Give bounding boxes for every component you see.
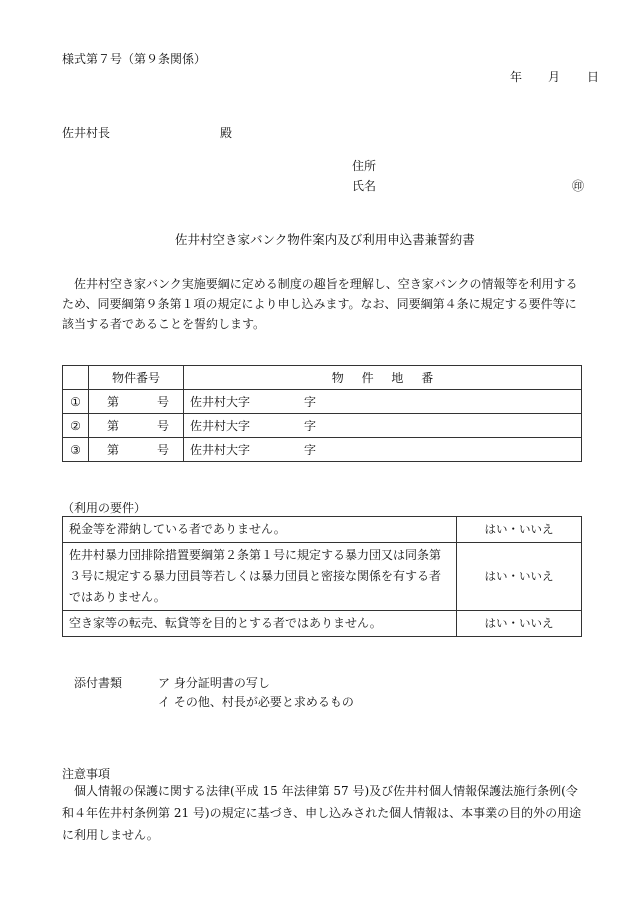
name-label: 氏名 — [352, 179, 377, 193]
number-prefix: 第 — [107, 395, 120, 409]
location-suffix: 字 — [304, 443, 317, 457]
number-prefix: 第 — [107, 443, 120, 457]
requirement-row — [63, 611, 582, 637]
requirement-answer[interactable]: はい・いいえ — [457, 543, 582, 611]
requirement-answer[interactable]: はい・いいえ — [457, 517, 582, 543]
attachment-item: イ その他、村長が必要と求めるもの — [158, 695, 354, 709]
recipient-name: 佐井村長 — [62, 126, 111, 140]
intro-paragraph: 佐井村空き家バンク実施要綱に定める制度の趣旨を理解し、空き家バンクの情報等を利用するため、同要綱第９条第１項の規定により申し込みます。なお、同要綱第４条に規定する要件等に該当する者であることを誓約します。 — [62, 277, 578, 331]
requirements-table — [62, 516, 582, 637]
requirement-answer[interactable]: はい・いいえ — [457, 611, 582, 637]
requirement-text: 税金等を滞納している者でありません。 — [63, 517, 457, 543]
property-row — [63, 438, 582, 462]
header-blank — [63, 366, 89, 390]
date-day: 日 — [587, 70, 600, 84]
property-table — [62, 365, 582, 462]
date-year: 年 — [510, 70, 523, 84]
row-mark: ③ — [63, 438, 89, 462]
row-mark: ② — [63, 414, 89, 438]
property-header-row — [63, 366, 582, 390]
property-row — [63, 414, 582, 438]
notes-text: 個人情報の保護に関する法律(平成 15 年法律第 57 号)及び佐井村個人情報保護法施行条例(令和４年佐井村条例第 21 号)の規定に基づき、申し込みされた個人情報は、本事業の目的外の用途に利用しません。 — [62, 784, 582, 842]
requirements-label: （利用の要件） — [62, 501, 147, 515]
address-label: 住所 — [352, 159, 377, 173]
location-prefix: 佐井村大字 — [190, 443, 251, 457]
requirement-text: 佐井村暴力団排除措置要綱第２条第１号に規定する暴力団又は同条第３号に規定する暴力団員等若しくは暴力団員と密接な関係を有する者ではありません。 — [63, 543, 457, 611]
location-prefix: 佐井村大字 — [190, 419, 251, 433]
header-property-number: 物件番号 — [89, 366, 184, 390]
property-row — [63, 390, 582, 414]
attachments-label: 添付書類 — [74, 676, 123, 690]
attachment-item: ア 身分証明書の写し — [158, 676, 270, 690]
header-property-location: 物 件 地 番 — [184, 366, 582, 390]
form-label: 様式第７号（第９条関係） — [62, 52, 207, 66]
requirement-row — [63, 543, 582, 611]
location-suffix: 字 — [304, 395, 317, 409]
requirement-text: 空き家等の転売、転貸等を目的とする者ではありません。 — [63, 611, 457, 637]
seal-mark: ㊞ — [572, 179, 585, 193]
number-prefix: 第 — [107, 419, 120, 433]
location-prefix: 佐井村大字 — [190, 395, 251, 409]
recipient-honorific: 殿 — [220, 126, 233, 140]
requirement-row — [63, 517, 582, 543]
number-suffix: 号 — [157, 395, 170, 409]
number-suffix: 号 — [157, 443, 170, 457]
date-month: 月 — [548, 70, 561, 84]
row-mark: ① — [63, 390, 89, 414]
location-suffix: 字 — [304, 419, 317, 433]
notes-label: 注意事項 — [62, 767, 111, 781]
number-suffix: 号 — [157, 419, 170, 433]
document-title: 佐井村空き家バンク物件案内及び利用申込書兼誓約書 — [175, 232, 475, 247]
